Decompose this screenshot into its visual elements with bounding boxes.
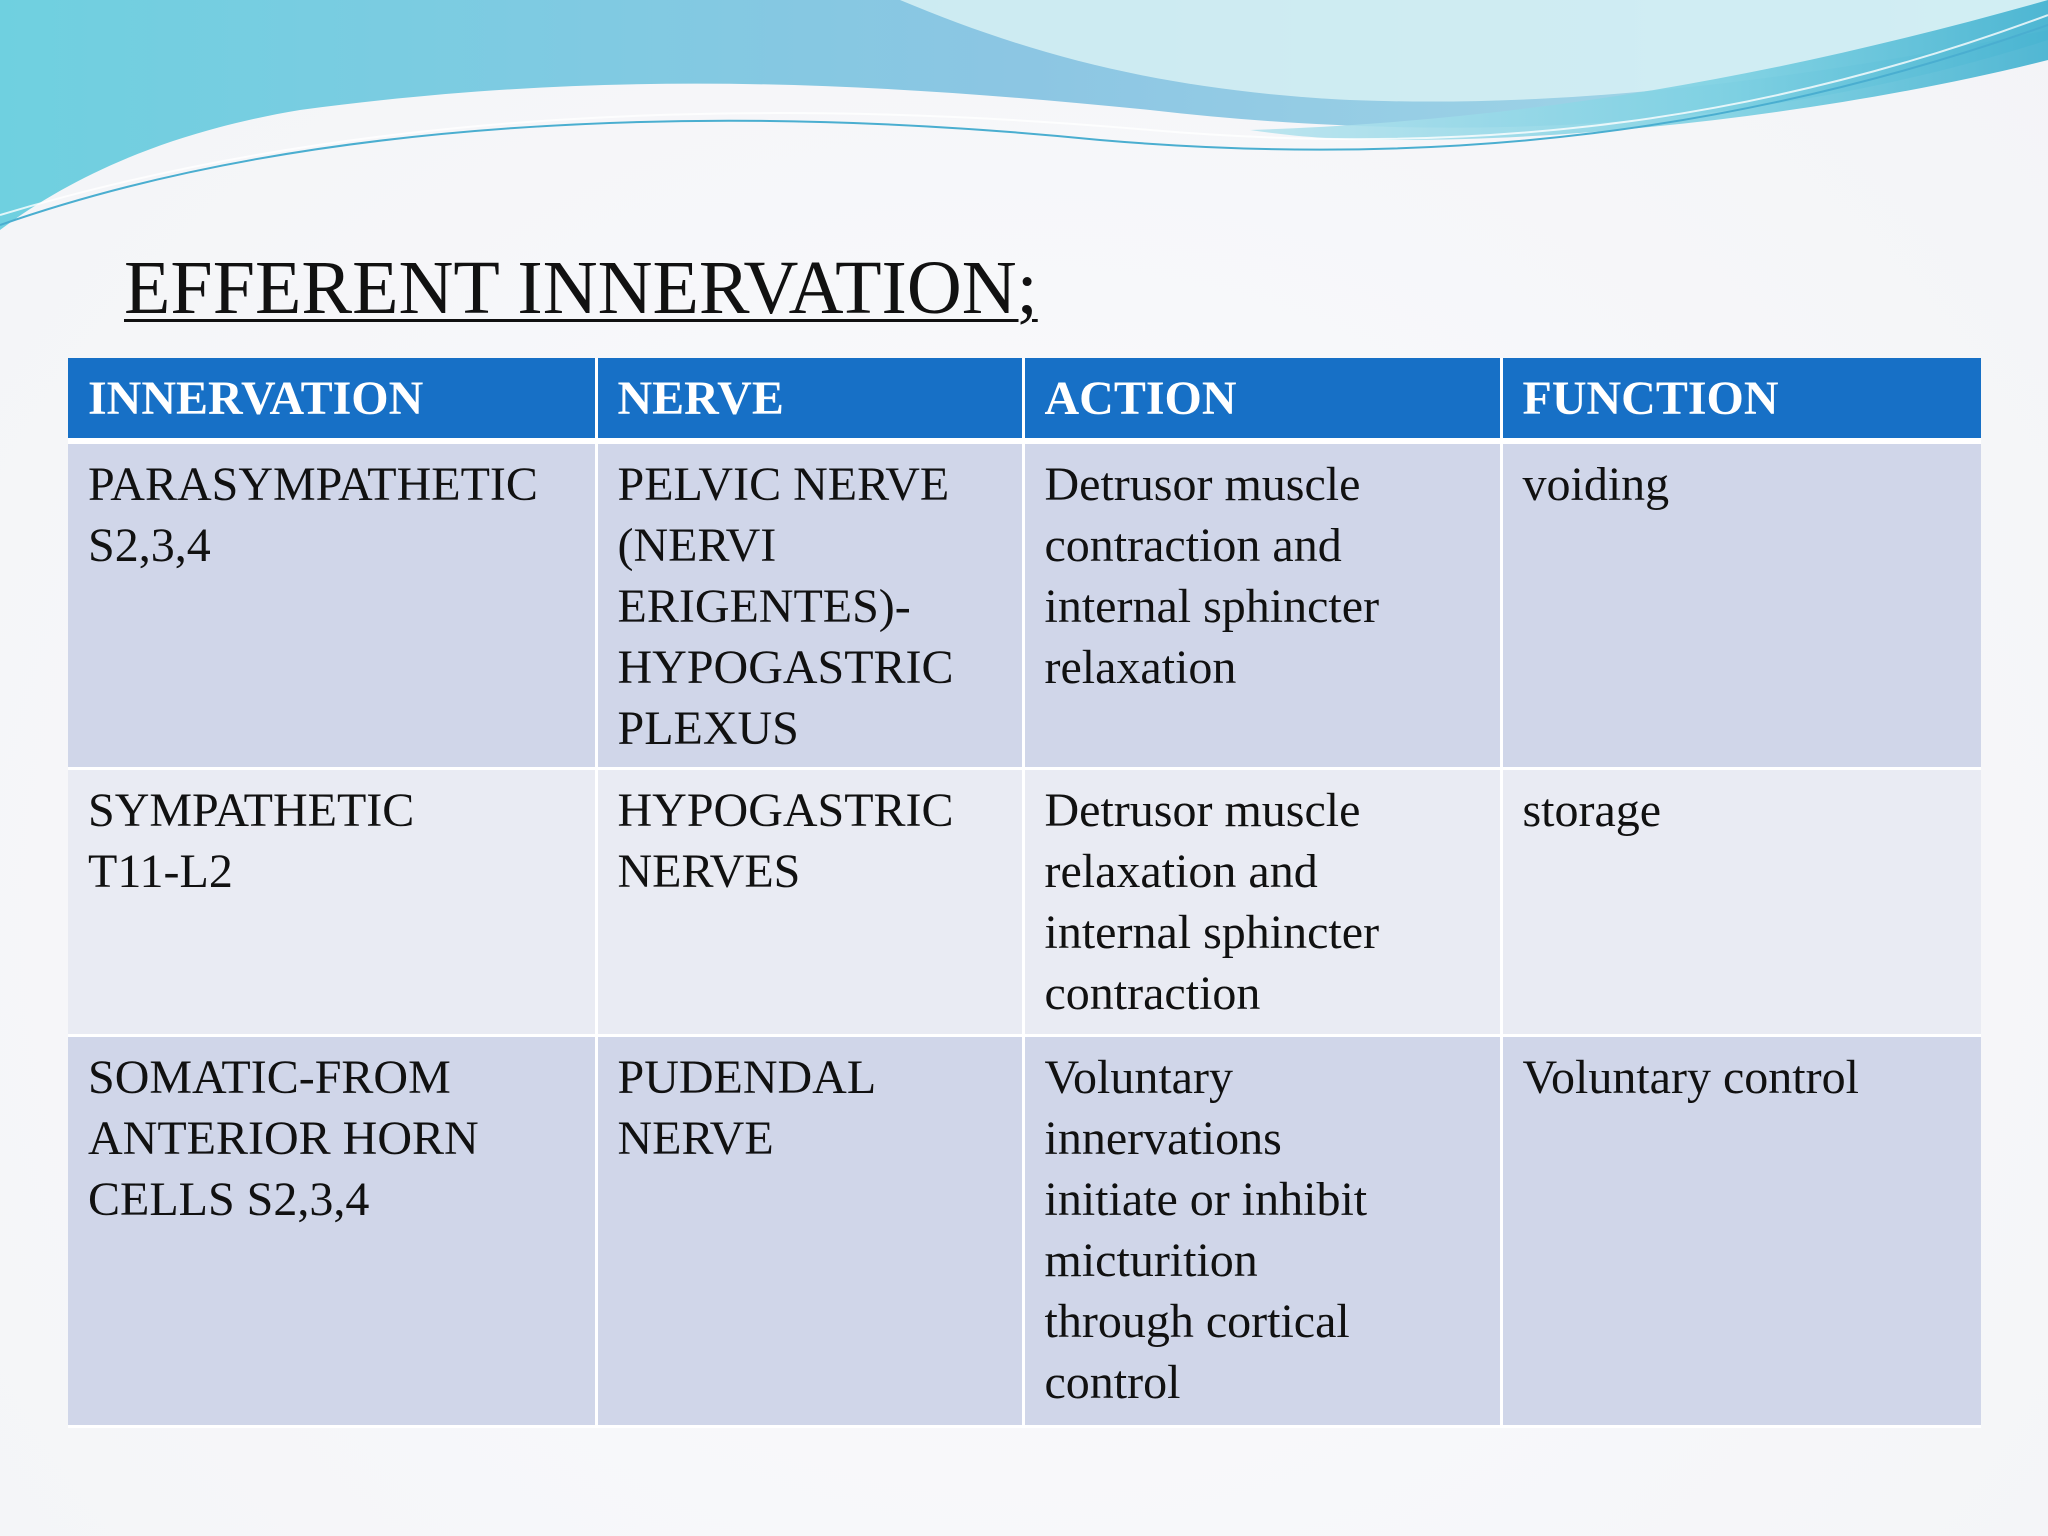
cell-function	[1501, 1036, 1981, 1427]
cell-nerve	[596, 1036, 1023, 1427]
cell-line: ERIGENTES)-	[617, 580, 911, 633]
cell-line: innervations	[1044, 1112, 1282, 1165]
cell-line: SYMPATHETIC	[88, 784, 415, 837]
cell-line: contraction and	[1044, 519, 1342, 572]
cell-innervation	[68, 441, 596, 769]
cell-nerve	[596, 441, 1023, 769]
cell-innervation	[68, 769, 596, 1036]
cell-line: HYPOGASTRIC	[617, 784, 954, 837]
cell-line: CELLS S2,3,4	[88, 1173, 370, 1226]
cell-line: PARASYMPATHETIC	[88, 458, 538, 511]
cell-line: NERVE	[617, 1112, 774, 1165]
header-innervation: INNERVATION	[68, 358, 596, 441]
cell-line: micturition	[1044, 1234, 1258, 1287]
table-row	[68, 769, 1981, 1036]
cell-line: Detrusor muscle	[1044, 784, 1361, 837]
cell-line: contraction	[1044, 967, 1261, 1020]
slide-title: EFFERENT INNERVATION;	[124, 246, 1038, 330]
cell-line: PLEXUS	[617, 702, 799, 755]
cell-action	[1023, 1036, 1501, 1427]
cell-line: S2,3,4	[88, 519, 211, 572]
header-nerve: NERVE	[596, 358, 1023, 441]
cell-line: HYPOGASTRIC	[617, 641, 954, 694]
cell-line: Voluntary control	[1522, 1051, 1859, 1104]
cell-line: voiding	[1522, 458, 1670, 511]
wave-decoration	[0, 0, 2048, 240]
cell-line: internal sphincter	[1044, 906, 1380, 959]
cell-line: PELVIC NERVE	[617, 458, 950, 511]
cell-line: PUDENDAL	[617, 1051, 877, 1104]
table-row	[68, 1036, 1981, 1427]
cell-action	[1023, 769, 1501, 1036]
cell-line: SOMATIC-FROM	[88, 1051, 451, 1104]
innervation-table	[68, 358, 1981, 1428]
cell-function	[1501, 769, 1981, 1036]
cell-line: through cortical	[1044, 1295, 1350, 1348]
cell-innervation	[68, 1036, 596, 1427]
header-action: ACTION	[1023, 358, 1501, 441]
cell-line: Detrusor muscle	[1044, 458, 1361, 511]
cell-line: relaxation	[1044, 641, 1237, 694]
cell-line: control	[1044, 1356, 1181, 1409]
table-row	[68, 441, 1981, 769]
cell-line: internal sphincter	[1044, 580, 1380, 633]
header-function: FUNCTION	[1501, 358, 1981, 441]
cell-action	[1023, 441, 1501, 769]
cell-line: relaxation and	[1044, 845, 1318, 898]
cell-function	[1501, 441, 1981, 769]
cell-line: ANTERIOR HORN	[88, 1112, 479, 1165]
cell-line: NERVES	[617, 845, 801, 898]
table-header-row	[68, 358, 1981, 441]
cell-line: initiate or inhibit	[1044, 1173, 1368, 1226]
cell-line: (NERVI	[617, 519, 777, 572]
cell-nerve	[596, 769, 1023, 1036]
cell-line: T11-L2	[88, 845, 233, 898]
cell-line: Voluntary	[1044, 1051, 1233, 1104]
cell-line: storage	[1522, 784, 1662, 837]
